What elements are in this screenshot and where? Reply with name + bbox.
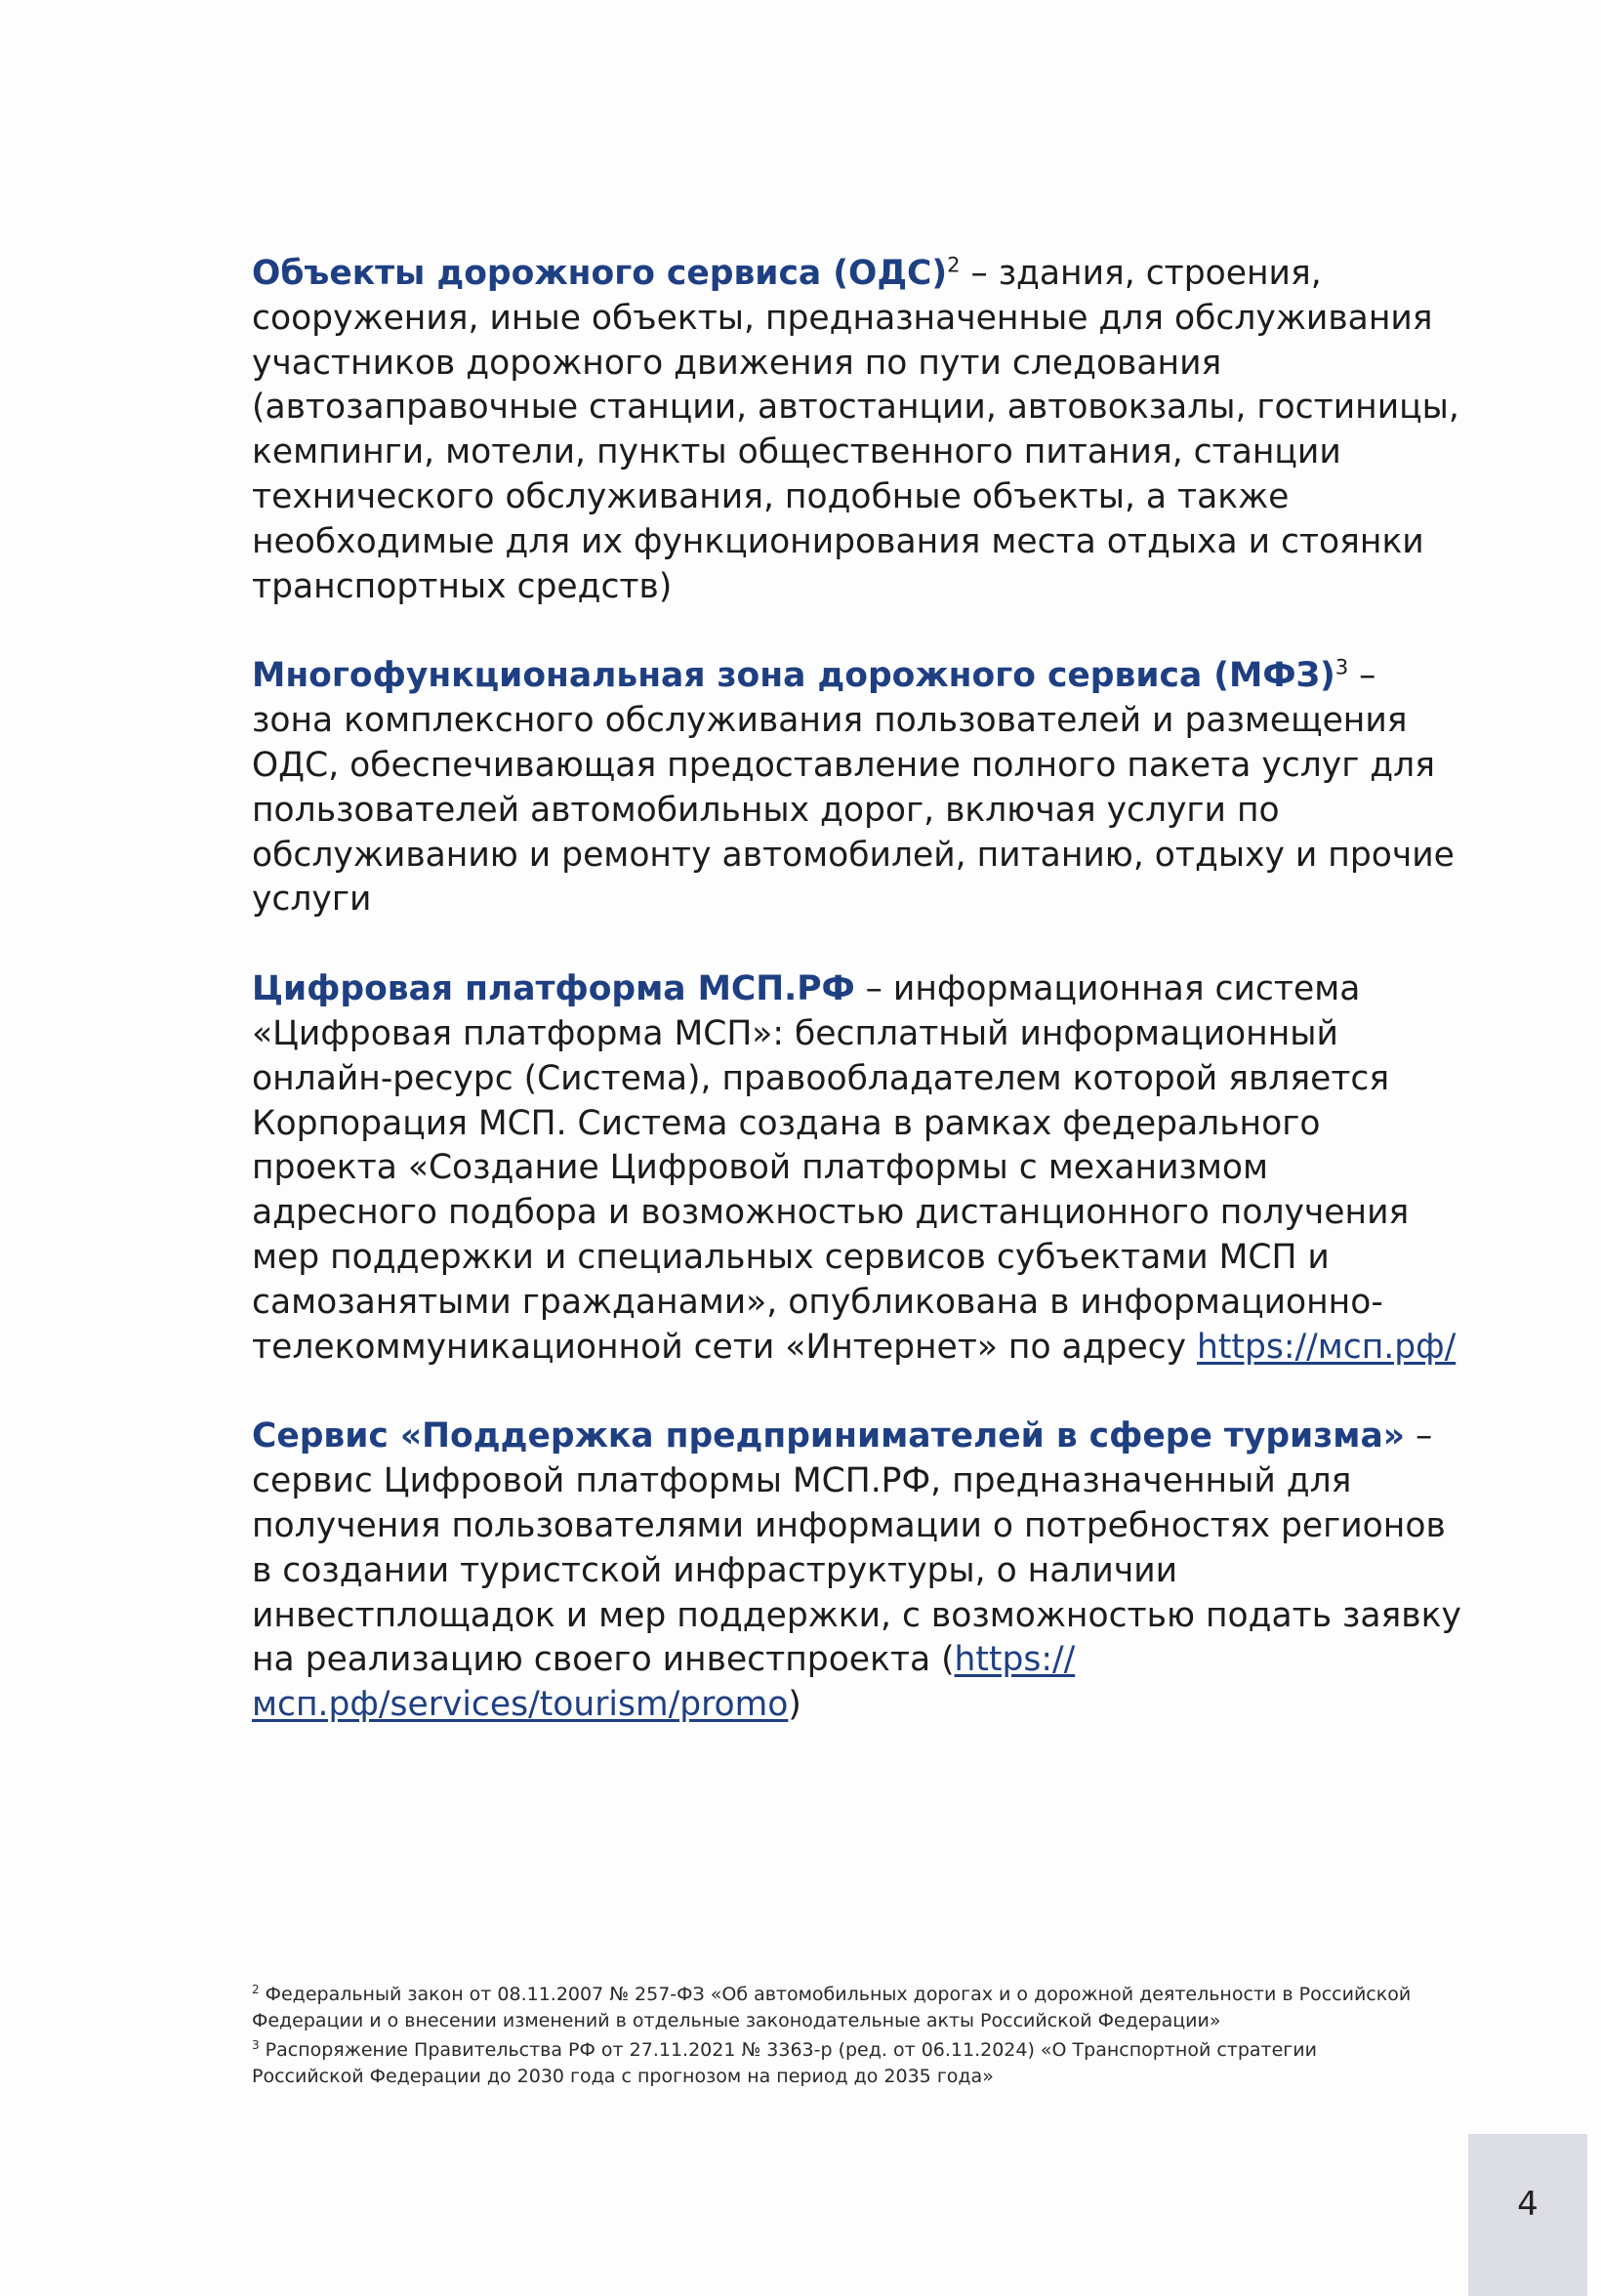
footnote-3-text: Распоряжение Правительства РФ от 27.11.2021 № 3363-р (ред. от 06.11.2024) «О Транспортной стратегии Российской Федерации до 2030 года с прогнозом на период до 2035 года» [252, 2039, 1317, 2087]
footnote-2-text: Федеральный закон от 08.11.2007 № 257-ФЗ «Об автомобильных дорогах и о дорожной деятельности в Российской Федерации и о внесении изменений в отдельные законодательные акты Российской Федерации» [252, 1984, 1412, 2031]
footnote-3-number: 3 [252, 2037, 260, 2052]
footnote-2-number: 2 [252, 1982, 260, 1996]
definition-mfz-text: – зона комплексного обслуживания пользователей и размещения ОДС, обеспечивающая предоставление полного пакета услуг для пользователей автомобильных дорог, включая услуги по обслуживанию и ремонту автомобилей, питанию, отдыху и прочие услуги [252, 656, 1455, 920]
definition-mfz [252, 654, 1462, 922]
definition-tourism-service [252, 1414, 1462, 1728]
definition-msp-platform-text: – информационная система «Цифровая платформа МСП»: бесплатный информационный онлайн-ресурс (Система), правообладателем которой является Корпорация МСП. Система создана в рамках федерального проекта «Создание Цифровой платформы с механизмом адресного подбора и возможностью дистанционного получения мер поддержки и специальных сервисов субъектами МСП и самозанятыми гражданами», опубликована в информационно-телекоммуникационной сети «Интернет» по адресу [252, 969, 1410, 1367]
footnote-ref-2[interactable]: 2 [947, 253, 961, 277]
term-tourism-service: Сервис «Поддержка предпринимателей в сфере туризма» [252, 1416, 1406, 1456]
definition-msp-platform [252, 967, 1462, 1370]
footnote-2 [252, 1982, 1423, 2034]
tourism-service-link[interactable]: https://мсп.рф/services/tourism/promo [252, 1640, 1076, 1725]
definition-ods [252, 252, 1462, 609]
page-number: 4 [1517, 2185, 1539, 2224]
term-mfz: Многофункциональная зона дорожного сервиса (МФЗ) [252, 656, 1335, 696]
definition-tourism-service-closing: ) [788, 1685, 801, 1725]
definitions-list [252, 252, 1462, 1773]
msp-platform-link[interactable]: https://мсп.рф/ [1197, 1327, 1457, 1367]
definition-tourism-service-text: – сервис Цифровой платформы МСП.РФ, предназначенный для получения пользователями информации о потребностях регионов в создании туристской инфраструктуры, о наличии инвестплощадок и мер поддержки, с возможностью подать заявку на реализацию своего инвестпроекта ( [252, 1416, 1461, 1680]
definition-ods-text: – здания, строения, сооружения, иные объекты, предназначенные для обслуживания участников дорожного движения по пути следования (автозаправочные станции, автостанции, автовокзалы, гостиницы, кемпинги, мотели, пункты общественного питания, станции технического обслуживания, подобные объекты, а также необходимые для их функционирования места отдыха и стоянки транспортных средств) [252, 254, 1459, 606]
footnote-3 [252, 2037, 1423, 2090]
term-ods: Объекты дорожного сервиса (ОДС) [252, 254, 948, 293]
footnotes [252, 1982, 1423, 2093]
footnote-ref-3[interactable]: 3 [1334, 655, 1349, 679]
page-number-box [1468, 2134, 1587, 2296]
term-msp-platform: Цифровая платформа МСП.РФ [252, 969, 855, 1009]
